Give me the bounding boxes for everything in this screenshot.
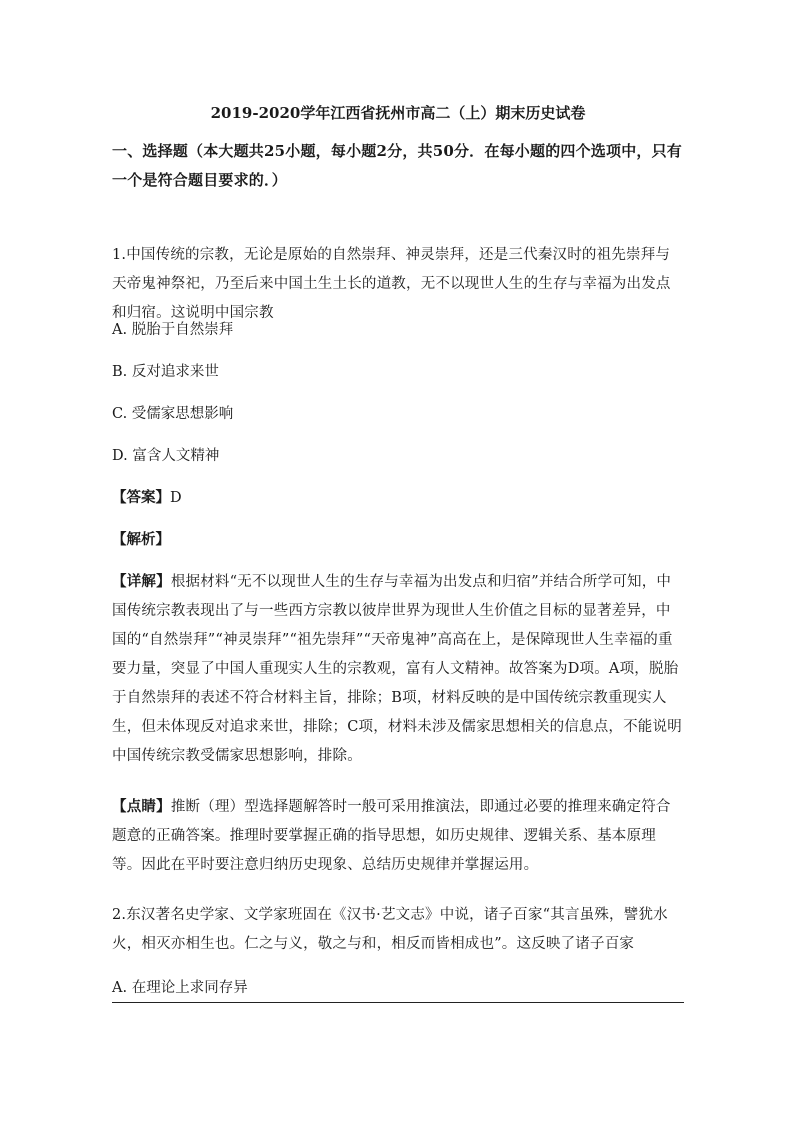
question-1-tip [112,792,684,880]
answer-label: 【答案】 [112,489,170,506]
document-page [112,0,684,1123]
answer-value: D [170,490,182,506]
question-1-option-b: B. 反对追求来世 [112,364,219,380]
section-heading: 一、选择题（本大题共25小题，每小题2分，共50分．在每小题的四个选项中，只有一个是符合题目要求的．） [112,142,682,189]
tip-text: 推断（理）型选择题解答时一般可采用推演法，即通过必要的推理来确定符合题意的正确答案。推理时要掌握正确的指导思想，如历史规律、逻辑关系、基本原理等。因此在平时要注意归纳历史现象、总结历史规律并掌握运用。 [112,799,671,873]
exam-title: 2019-2020学年江西省抚州市高二（上）期末历史试卷 [210,104,586,122]
question-1-option-c: C. 受儒家思想影响 [112,406,234,422]
question-2-option-a: A. 在理论上求同存异 [112,980,248,996]
question-1-option-a: A. 脱胎于自然崇拜 [112,322,234,338]
question-1-option-d: D. 富含人文精神 [112,448,220,464]
analysis-label: 【解析】 [112,531,170,548]
detail-text: 根据材料“无不以现世人生的生存与幸福为出发点和归宿”并结合所学可知，中国传统宗教表现出了与一些西方宗教以彼岸世界为现世人生价值之目标的显著差异，中国的“自然崇拜”“神灵崇拜”“祖先崇拜”“天帝鬼神”高高在上，是保障现世人生幸福的重要力量，突显了中国人重现实人生的宗教观，富有人文精神。故答案为D项。A项，脱胎于自然崇拜的表述不符合材料主旨，排除；B项，材料反映的是中国传统宗教重现实人生，但未体现反对追求来世，排除；C项，材料未涉及儒家思想相关的信息点，不能说明中国传统宗教受儒家思想影响，排除。 [112,574,682,764]
question-1-detail [112,567,684,771]
question-1-answer [112,488,182,508]
page-footer-rule [112,1002,684,1003]
question-1-stem: 1.中国传统的宗教，无论是原始的自然崇拜、神灵崇拜，还是三代秦汉时的祖先崇拜与天帝鬼神祭祀，乃至后来中国土生土长的道教，无不以现世人生的生存与幸福为出发点和归宿。这说明中国宗教 [112,247,671,321]
detail-label: 【详解】 [112,573,171,590]
tip-label: 【点睛】 [112,798,171,815]
question-2-stem: 2.东汉著名史学家、文学家班固在《汉书·艺文志》中说，诸子百家“其言虽殊，譬犹水火，相灭亦相生也。仁之与义，敬之与和，相反而皆相成也”。这反映了诸子百家 [112,907,668,952]
